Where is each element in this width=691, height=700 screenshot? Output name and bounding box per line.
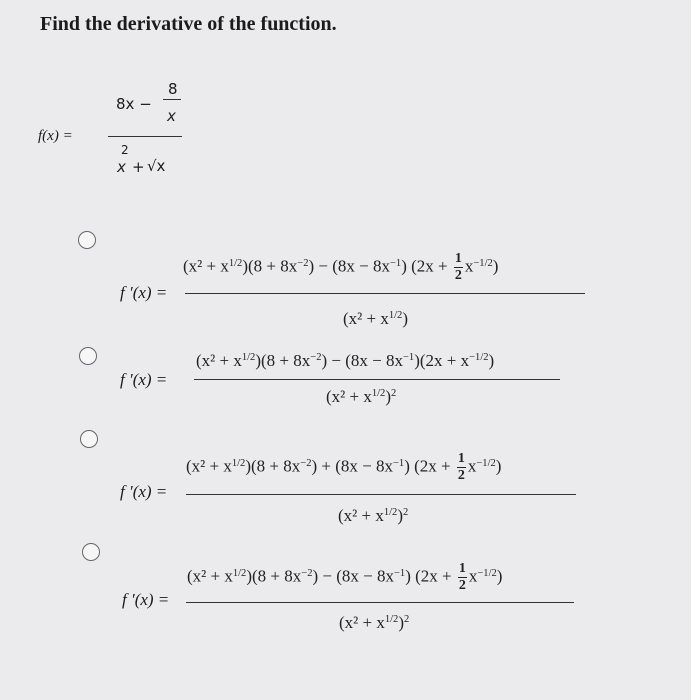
option-4-half-fraction: $\frac{1}{2}$: [458, 561, 466, 593]
radio-option-3[interactable]: [80, 430, 98, 448]
option-3-lhs: f ′(x) =: [120, 482, 168, 501]
function-inner-denominator: x: [167, 107, 176, 125]
function-denominator-plus: +: [132, 158, 145, 176]
function-denominator-sqrt: √x: [147, 157, 166, 175]
function-denominator-exponent: 2: [121, 143, 129, 157]
function-main-fraction-bar: [108, 136, 182, 137]
radio-option-1[interactable]: [78, 231, 96, 249]
radio-option-2[interactable]: [79, 347, 97, 365]
option-4-lhs: f ′(x) =: [122, 590, 170, 609]
option-2-denominator: $(x^2 + x^{1/2})^2$: [326, 387, 397, 406]
option-1-lhs: f ′(x) =: [120, 283, 168, 302]
option-3-numerator: $(x^2 + x^{1/2})(8 + 8x^{-2}) + (8x - 8x^{-1})$ (2x + $\frac{1}{2}$ $x^{-1/2}$): [186, 451, 502, 483]
option-4-fraction-bar: [186, 602, 574, 603]
question-title: Find the derivative of the function.: [40, 13, 337, 35]
option-1-numerator: $(x^2 + x^{1/2})(8 + 8x^{-2}) - (8x - 8x^{-1})$ (2x + $\frac{1}{2}$ $x^{-1/2}$): [183, 251, 499, 283]
option-3-denominator: $(x^2 + x^{1/2})^2$: [338, 506, 409, 525]
option-1-denominator: $(x^2 + x^{1/2})$: [343, 309, 408, 328]
function-inner-fraction-bar: [163, 99, 181, 100]
function-numerator-outer: 8x −: [116, 95, 152, 113]
option-1-half-fraction: $\frac{1}{2}$: [454, 251, 462, 283]
option-1-fraction-bar: [185, 293, 585, 294]
function-inner-numerator: 8: [168, 80, 178, 98]
option-2-numerator: $(x^2 + x^{1/2})(8 + 8x^{-2}) - (8x - 8x^{-1})(2x + x^{-1/2})$: [196, 351, 495, 370]
function-lhs: f(x) =: [38, 128, 73, 144]
function-denominator-base: x: [117, 158, 126, 176]
option-2-lhs: f ′(x) =: [120, 370, 168, 389]
option-2-fraction-bar: [194, 379, 560, 380]
option-4-numerator: $(x^2 + x^{1/2})(8 + 8x^{-2}) - (8x - 8x^{-1})$ (2x + $\frac{1}{2}$ $x^{-1/2}$): [187, 561, 503, 593]
radio-option-4[interactable]: [82, 543, 100, 561]
option-3-half-fraction: $\frac{1}{2}$: [457, 451, 465, 483]
option-4-denominator: $(x^2 + x^{1/2})^2$: [339, 613, 410, 632]
option-3-fraction-bar: [186, 494, 576, 495]
